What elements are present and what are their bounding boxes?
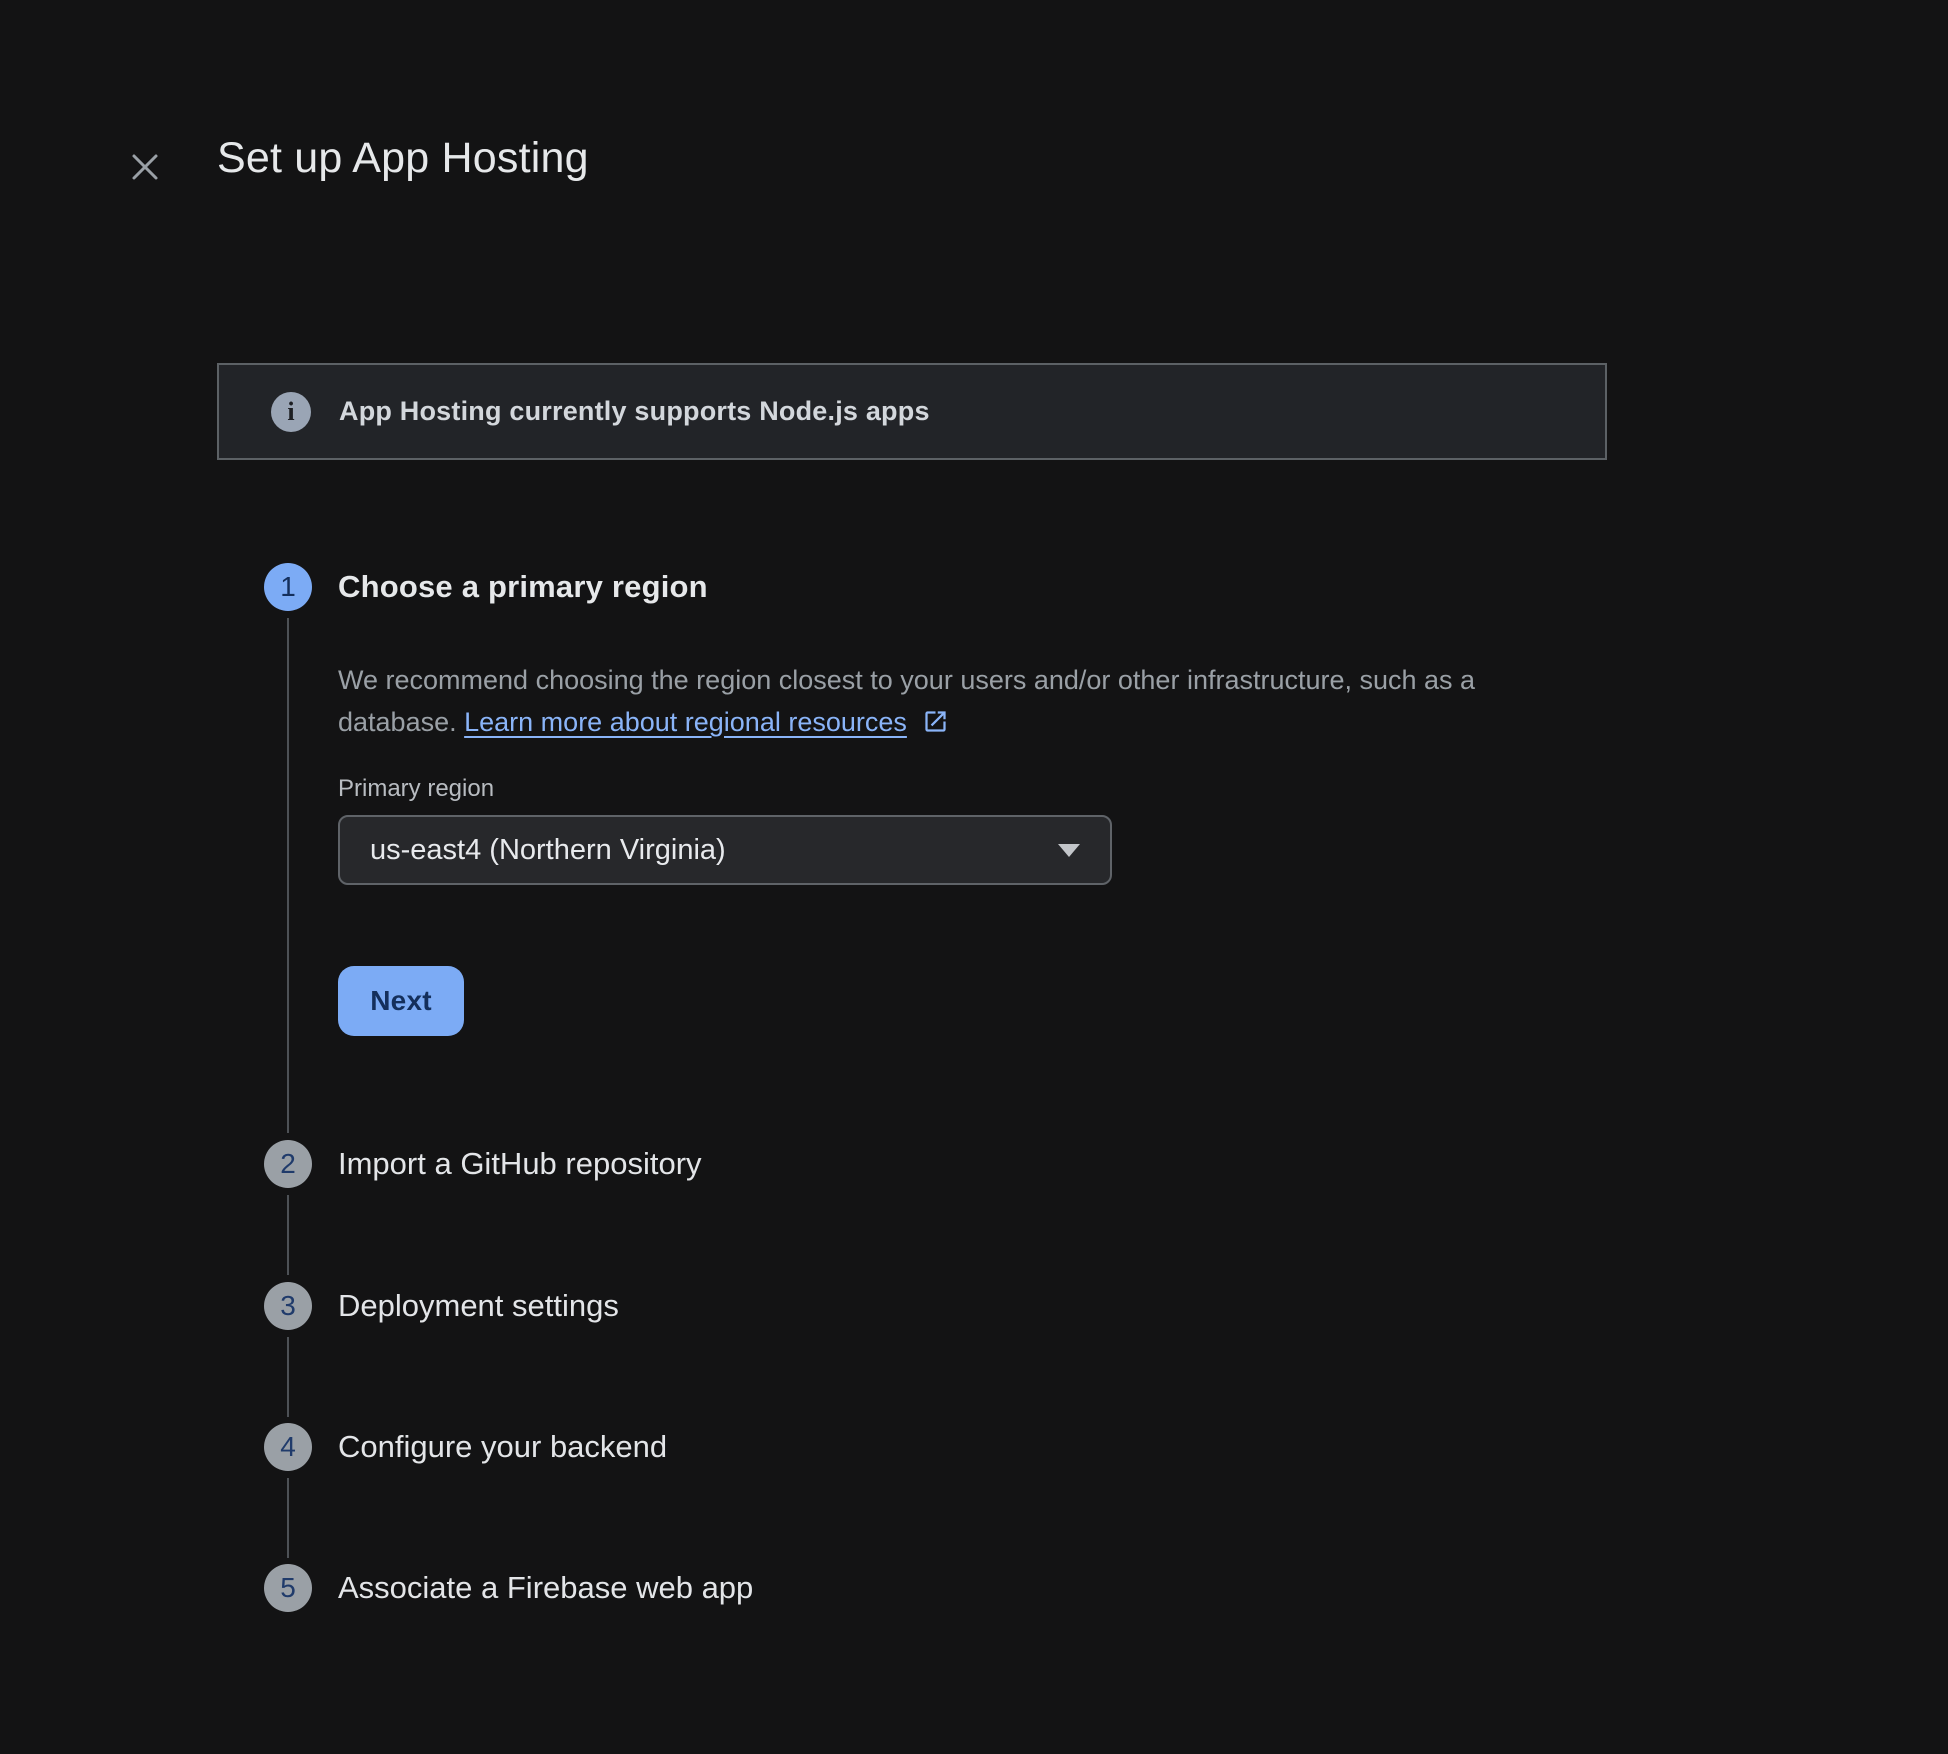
external-link-icon <box>922 708 949 735</box>
primary-region-value: us-east4 (Northern Virginia) <box>370 833 726 866</box>
step-connector <box>287 1478 289 1558</box>
dropdown-arrow-icon <box>1058 844 1080 857</box>
step-title-associate-web-app: Associate a Firebase web app <box>338 1570 754 1605</box>
step-indicator-5: 5 <box>264 1564 312 1612</box>
info-banner <box>217 363 1607 460</box>
learn-more-link[interactable]: Learn more about regional resources <box>464 707 907 737</box>
region-description <box>338 659 1588 743</box>
close-icon <box>128 150 162 184</box>
primary-region-select[interactable] <box>338 815 1112 885</box>
info-banner-text: App Hosting currently supports Node.js apps <box>339 396 930 426</box>
info-icon: i <box>271 392 311 432</box>
step-indicator-1: 1 <box>264 563 312 611</box>
description-line-1: We recommend choosing the region closest to your users and/or other infrastructure, such as a <box>338 665 1476 695</box>
step-connector <box>287 1337 289 1417</box>
step-indicator-3: 3 <box>264 1282 312 1330</box>
step-title-deployment-settings: Deployment settings <box>338 1288 619 1323</box>
step-title-choose-region: Choose a primary region <box>338 569 708 604</box>
step-indicator-4: 4 <box>264 1423 312 1471</box>
page-title: Set up App Hosting <box>217 134 589 182</box>
step-indicator-2: 2 <box>264 1140 312 1188</box>
step-title-configure-backend: Configure your backend <box>338 1429 668 1464</box>
step-title-import-repo: Import a GitHub repository <box>338 1146 702 1181</box>
close-button[interactable] <box>124 146 166 188</box>
next-button[interactable]: Next <box>338 966 464 1036</box>
step-connector <box>287 618 289 1133</box>
description-line-2: database. <box>338 707 457 737</box>
primary-region-label: Primary region <box>338 775 495 802</box>
step-connector <box>287 1195 289 1275</box>
